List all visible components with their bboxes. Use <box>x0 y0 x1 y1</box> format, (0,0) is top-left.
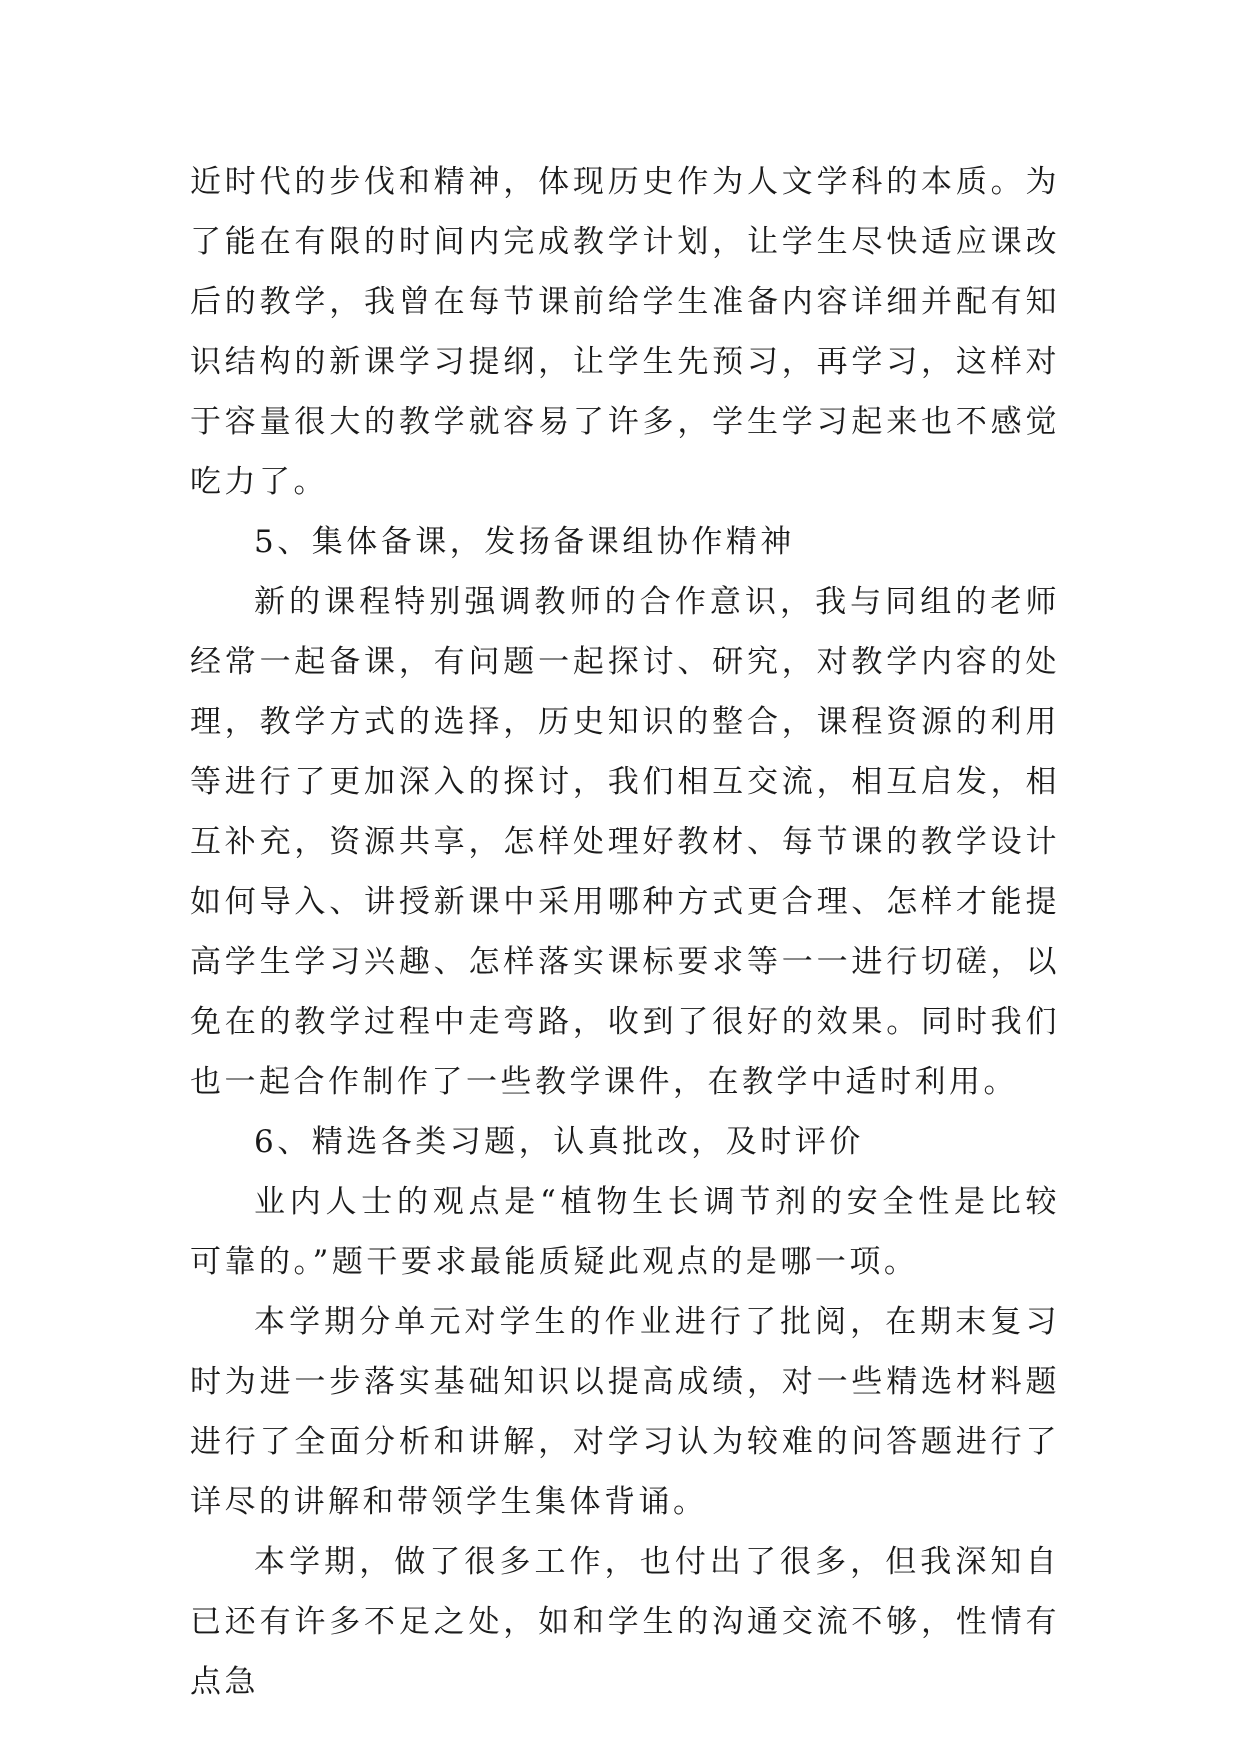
paragraph-homework-review: 本学期分单元对学生的作业进行了批阅，在期末复习时为进一步落实基础知识以提高成绩，对一些精选材料题进行了全面分析和讲解，对学习认为较难的问答题进行了详尽的讲解和带领学生集体背诵。 <box>190 1304 1060 1520</box>
document-body <box>190 152 1060 1712</box>
section-heading-6: 6、精选各类习题，认真批改，及时评价 <box>254 1124 864 1160</box>
paragraph-expert-opinion: 业内人士的观点是“植物生长调节剂的安全性是比较可靠的。”题干要求最能质疑此观点的是哪一项。 <box>190 1184 1060 1280</box>
paragraph-continuation: 近时代的步伐和精神，体现历史作为人文学科的本质。为了能在有限的时间内完成教学计划，让学生尽快适应课改后的教学，我曾在每节课前给学生准备内容详细并配有知识结构的新课学习提纲，让学生先预习，再学习，这样对于容量很大的教学就容易了许多，学生学习起来也不感觉吃力了。 <box>190 164 1060 500</box>
paragraph-collaboration: 新的课程特别强调教师的合作意识，我与同组的老师经常一起备课，有问题一起探讨、研究，对教学内容的处理，教学方式的选择，历史知识的整合，课程资源的利用等进行了更加深入的探讨，我们相互交流，相互启发，相互补充，资源共享，怎样处理好教材、每节课的教学设计如何导入、讲授新课中采用哪种方式更合理、怎样才能提高学生学习兴趣、怎样落实课标要求等一一进行切磋，以免在的教学过程中走弯路，收到了很好的效果。同时我们也一起合作制作了一些教学课件，在教学中适时利用。 <box>190 584 1060 1100</box>
paragraph-reflection: 本学期，做了很多工作，也付出了很多，但我深知自已还有许多不足之处，如和学生的沟通交流不够，性情有点急 <box>190 1544 1060 1700</box>
section-heading-5: 5、集体备课，发扬备课组协作精神 <box>254 524 795 560</box>
